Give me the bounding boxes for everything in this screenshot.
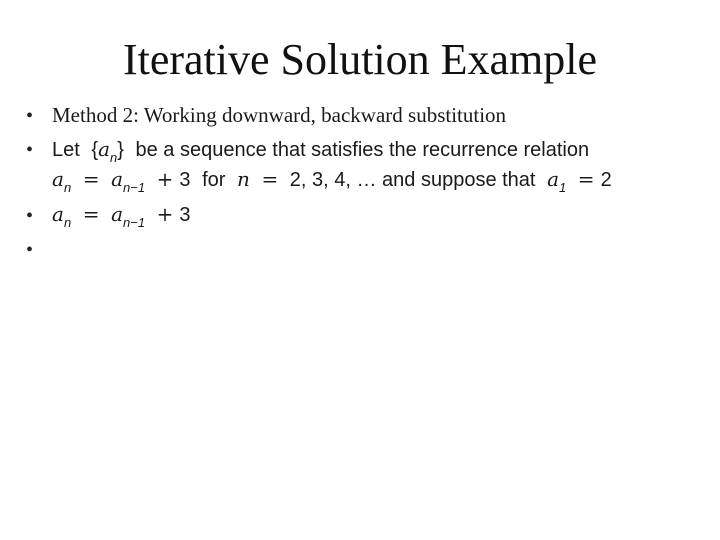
sub-n: n — [63, 215, 72, 230]
bullet-marker: • — [26, 239, 34, 261]
bullet-marker: • — [26, 105, 34, 127]
text-sequence-description: be a sequence that satisfies the recurrence relation — [135, 139, 590, 161]
equals-sign: = — [577, 167, 595, 191]
var-a: a — [52, 202, 64, 226]
sub-n-minus-1: n−1 — [123, 215, 146, 230]
var-n: n — [236, 167, 250, 191]
var-a: a — [111, 167, 123, 191]
brace-open: { — [91, 139, 99, 161]
plus-sign: + — [156, 202, 174, 226]
text-for: for — [202, 169, 226, 191]
equals-sign: = — [82, 167, 100, 191]
recurrence-relation-line — [52, 164, 612, 197]
bullet-recurrence — [52, 199, 191, 232]
sub-1: 1 — [559, 180, 567, 195]
text-range-values: 2, 3, 4, … and suppose that — [289, 169, 536, 191]
bullet-method-2: Method 2: Working downward, backward substitution — [52, 103, 507, 127]
var-a: a — [98, 137, 110, 161]
bullet-let-sequence — [52, 134, 589, 167]
slide-title: Iterative Solution Example — [122, 35, 598, 84]
text-let: Let — [52, 139, 80, 161]
brace-close: } — [117, 139, 124, 161]
constant-2: 2 — [600, 169, 612, 191]
sub-n-minus-1: n−1 — [123, 180, 146, 195]
sub-n: n — [110, 150, 118, 165]
equals-sign: = — [82, 202, 100, 226]
constant-3: 3 — [179, 204, 191, 226]
bullet-marker: • — [26, 205, 34, 227]
var-a: a — [547, 167, 559, 191]
var-a: a — [52, 167, 64, 191]
plus-sign: + — [156, 167, 174, 191]
sub-n: n — [63, 180, 72, 195]
bullet-marker: • — [26, 139, 34, 161]
constant-3: 3 — [179, 169, 191, 191]
var-a: a — [111, 202, 123, 226]
equals-sign: = — [261, 167, 279, 191]
